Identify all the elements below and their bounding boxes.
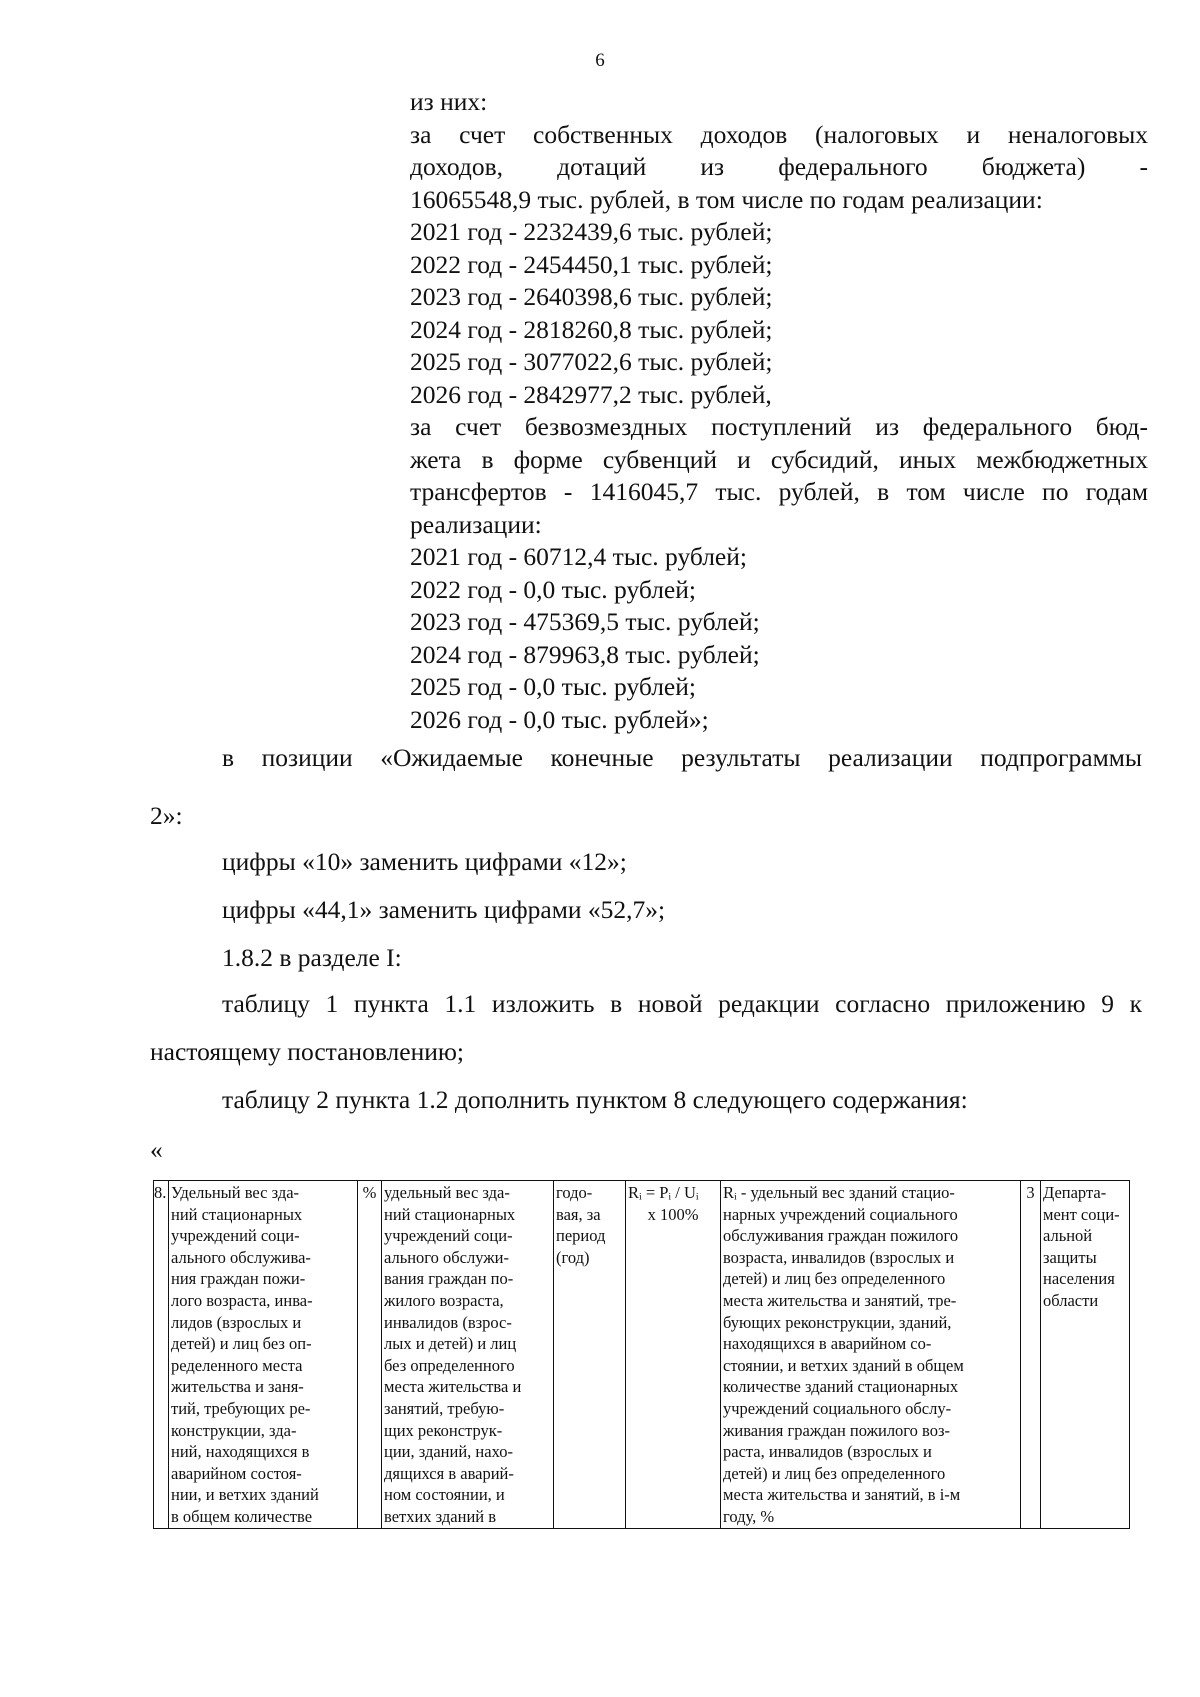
finance-line: реализации: [410,509,542,539]
responsible-cell: Департа- мент соци- альной защиты населения области [1041,1181,1130,1529]
table-row [154,1181,1130,1529]
finance-year-line: 2025 год - 0,0 тыс. рублей; [410,672,696,701]
definition-cell: удельный вес зда- ний стационарных учреждений соци- ального обслужи- вания граждан по- жилого возраста, инвалидов (взрос- лых и детей) и лиц без определенного места жительства и занятий, требую- щих реконструк- ции, зданий, нахо- дящихся в аварий- ном состоянии, и ветхих зданий в [382,1181,554,1529]
paragraph-position-results-end: 2»: [150,801,183,830]
paragraph-section: 1.8.2 в разделе I: [222,943,402,972]
paragraph-position-results: в позиции «Ожидаемые конечные результаты реализации подпрограммы [222,743,1142,772]
paragraph-table2: таблицу 2 пункта 1.2 дополнить пунктом 8 следующего содержания: [222,1085,968,1114]
unit-cell: % [358,1181,382,1529]
finance-year-line: 2023 год - 475369,5 тыс. рублей; [410,607,760,636]
paragraph-table1-end: настоящему постановлению; [150,1037,464,1066]
page-number: 6 [595,50,605,71]
indicator-table [153,1180,1130,1529]
finance-line: доходов, дотаций из федерального бюджета) - [410,152,1148,181]
row-number-cell: 8. [154,1181,169,1529]
formula-cell: Rᵢ = Pᵢ / Uᵢ x 100% [626,1181,721,1529]
finance-line: за счет безвозмездных поступлений из федерального бюд- [410,412,1148,441]
finance-year-line: 2025 год - 3077022,6 тыс. рублей; [410,347,773,376]
finance-year-line: 2022 год - 2454450,1 тыс. рублей; [410,249,773,279]
finance-line: трансфертов - 1416045,7 тыс. рублей, в том числе по годам [410,477,1148,506]
finance-year-line: 2026 год - 2842977,2 тыс. рублей, [410,379,772,409]
finance-line: жета в форме субвенций и субсидий, иных межбюджетных [410,444,1148,474]
paragraph-table1: таблицу 1 пункта 1.1 изложить в новой редакции согласно приложению 9 к [222,989,1142,1018]
finance-year-line: 2026 год - 0,0 тыс. рублей»; [410,704,709,734]
finance-line: 16065548,9 тыс. рублей, в том числе по годам реализации: [410,184,1043,214]
period-cell: годо- вая, за период (год) [554,1181,626,1529]
finance-year-line: 2024 год - 879963,8 тыс. рублей; [410,639,760,669]
finance-year-line: 2021 год - 60712,4 тыс. рублей; [410,542,747,571]
finance-year-line: 2024 год - 2818260,8 тыс. рублей; [410,314,773,344]
paragraph-replace-44: цифры «44,1» заменить цифрами «52,7»; [222,895,666,924]
indicator-name-cell: Удельный вес зда- ний стационарных учреждений соци- ального обслужива- ния граждан пожи- лого возраста, инва- лидов (взрослых и детей) и лиц без оп- ределенного места жительства и заня- тий, требующих ре- конструкции, зда- ний, находящихся в аварийном состоя- нии, и ветхих зданий в общем количестве [169,1181,358,1529]
finance-year-line: 2023 год - 2640398,6 тыс. рублей; [410,282,773,311]
finance-year-line: 2021 год - 2232439,6 тыс. рублей; [410,217,773,246]
finance-line: из них: [410,87,488,116]
source-cell: 3 [1021,1181,1041,1529]
finance-year-line: 2022 год - 0,0 тыс. рублей; [410,574,696,604]
finance-line: за счет собственных доходов (налоговых и неналоговых [410,119,1148,149]
paragraph-replace-10: цифры «10» заменить цифрами «12»; [222,847,627,876]
explanation-cell: Rᵢ - удельный вес зданий стацио- нарных учреждений социального обслуживания граждан пожилого возраста, инвалидов (взрослых и детей) и лиц без определенного места жительства и занятий, тре- бующих реконструкции, зданий, находящихся в аварийном со- стоянии, и ветхих зданий в общем количестве зданий стационарных учреждений социального обслу- живания граждан пожилого воз- раста, инвалидов (взрослых и детей) и лиц без определенного места жительства и занятий, в i-м году, % [721,1181,1021,1529]
opening-quote: « [150,1135,163,1164]
financing-amounts-block [410,86,1148,736]
